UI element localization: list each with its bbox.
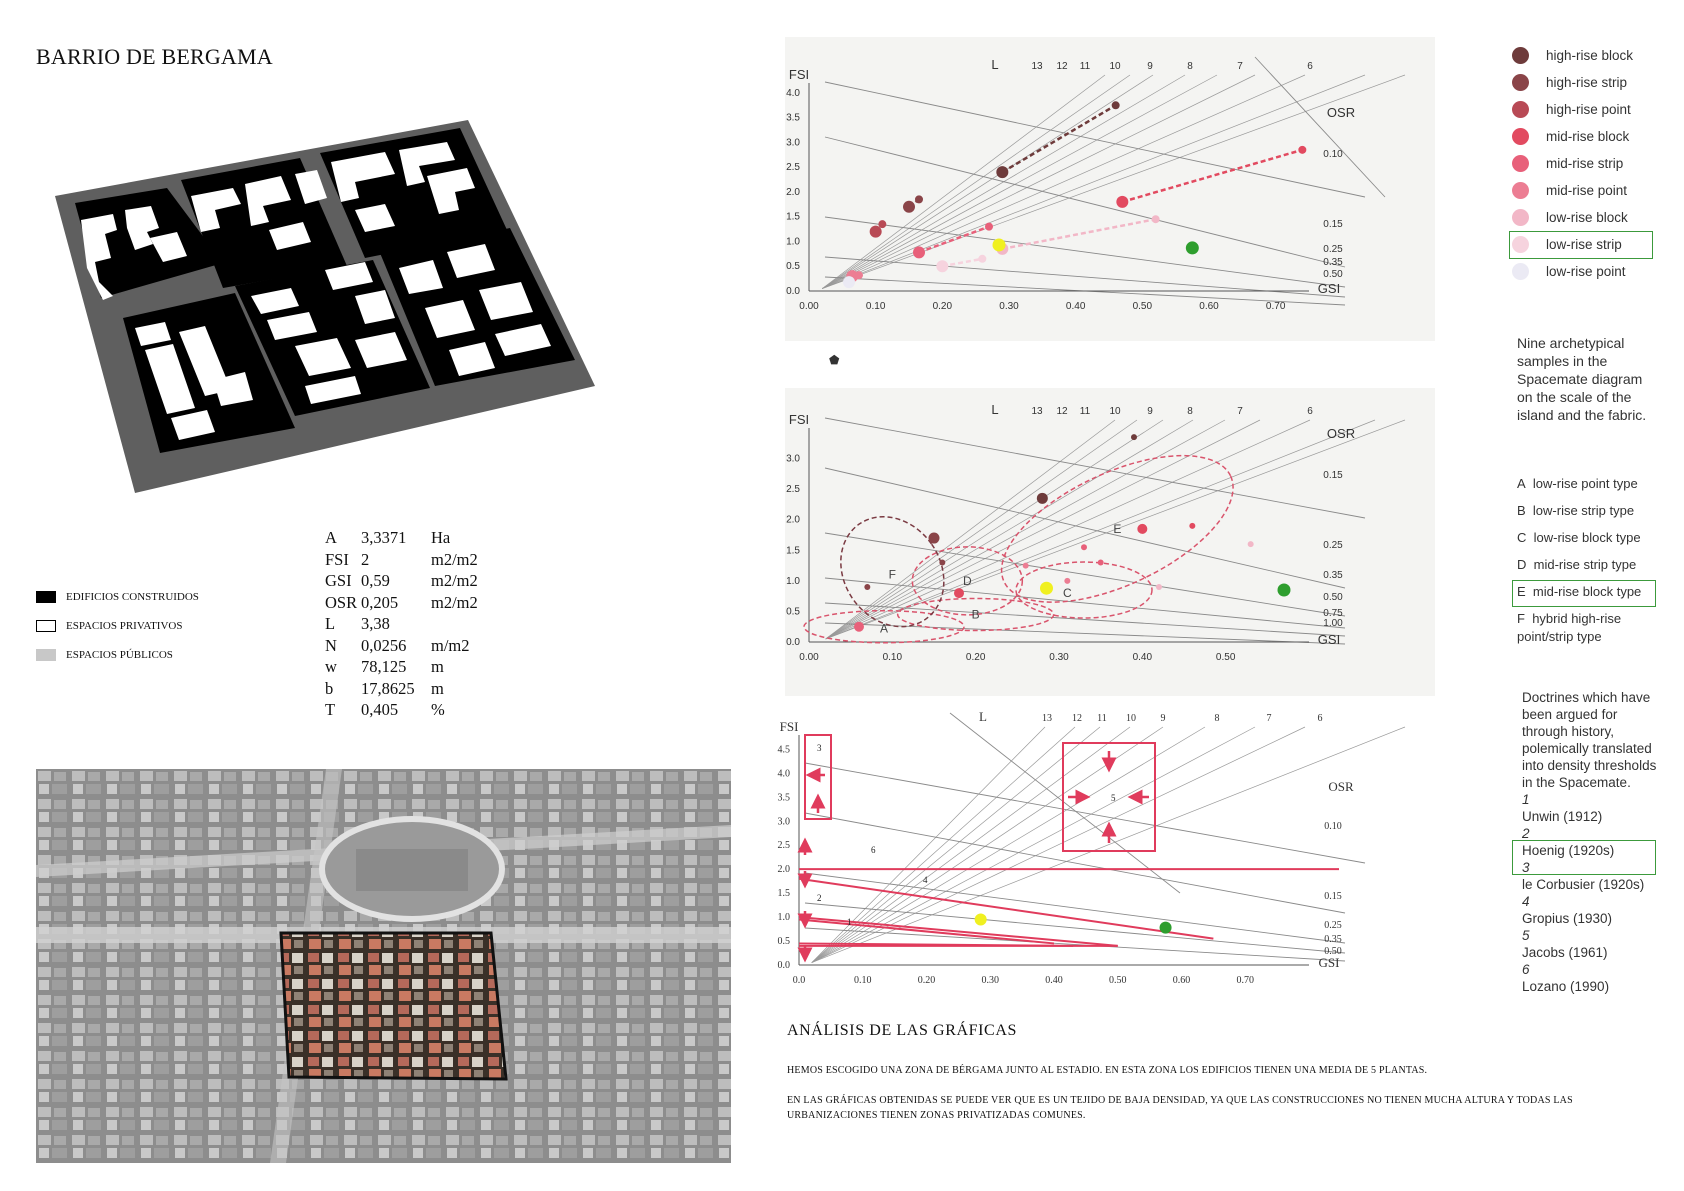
x-tick-label: 0.30 [1049, 652, 1069, 663]
spacemate-chart-types [785, 37, 1435, 341]
l-label: 10 [1109, 406, 1121, 417]
y-tick-label: 0.0 [786, 286, 800, 297]
series-line [942, 259, 982, 266]
cluster-label: D [962, 573, 972, 588]
osr-label: 0.15 [1324, 891, 1342, 902]
parameters-table [325, 527, 478, 721]
l-label: 12 [1072, 713, 1082, 724]
osr-grid-line [1255, 57, 1385, 197]
analysis-title: ANÁLISIS DE LAS GRÁFICAS [787, 1022, 1017, 1039]
x-tick-label: 0.0 [792, 975, 806, 986]
l-label: 13 [1031, 61, 1043, 72]
data-point [1189, 523, 1195, 529]
sample-type-item: C low-rise block type [1517, 530, 1641, 545]
highlight-box-low-rise-strip [1509, 231, 1653, 259]
l-grid-line [812, 727, 1100, 963]
type-dot [1512, 263, 1529, 280]
analysis-paragraph-2: EN LAS GRÁFICAS OBTENIDAS SE PUEDE VER QUE ES UN TEJIDO DE BAJA DENSIDAD, YA QUE LAS CONSTRUCCIONES NO TIENEN MUCHA ALTURA Y TODAS LAS URBANIZACIONES TIENEN ZONAS PRIVATIZADAS COMUNES. [787, 1095, 1573, 1121]
x-tick-label: 0.00 [799, 652, 819, 663]
type-legend-item [1508, 96, 1633, 123]
x-tick-label: 0.70 [1265, 301, 1286, 312]
cluster-ellipse [1016, 562, 1152, 618]
data-point [978, 255, 986, 263]
osr-label: 0.50 [1323, 269, 1343, 280]
highlight-box-mid-rise-block-type [1512, 580, 1656, 607]
type-label: low-rise strip [1546, 237, 1622, 252]
param-row: A 3,3371 Ha [325, 528, 451, 547]
x-axis-label: GSI [1317, 281, 1341, 296]
data-point [864, 584, 870, 590]
osr-label: 0.50 [1324, 946, 1342, 957]
l-label: 13 [1031, 406, 1043, 417]
x-tick-label: 0.30 [981, 975, 999, 986]
data-point [1023, 563, 1029, 569]
l-label: 6 [1317, 713, 1323, 724]
l-label: 11 [1079, 406, 1091, 417]
l-label: 6 [1307, 406, 1313, 417]
legend-label: EDIFICIOS CONSTRUIDOS [66, 590, 199, 603]
sample-type-item: F hybrid high-rise point/strip type [1517, 611, 1622, 644]
sample-type-item: D mid-rise strip type [1517, 557, 1637, 572]
data-point [1137, 524, 1147, 534]
osr-grid-line [805, 763, 1365, 863]
osr-grid-line [825, 468, 1345, 588]
data-point [870, 226, 882, 238]
l-grid-line [812, 727, 1075, 963]
l-label: 11 [1079, 61, 1091, 72]
l-label: 11 [1097, 713, 1107, 724]
l-label: 6 [1307, 61, 1313, 72]
data-point [903, 201, 915, 213]
y-tick-label: 4.0 [777, 768, 790, 780]
data-point [1131, 434, 1137, 440]
l-label: 9 [1147, 61, 1153, 72]
y-tick-label: 0.5 [777, 936, 790, 948]
data-point [1081, 544, 1087, 550]
nine-samples-caption: Nine archetypical samples in the Spacemate diagram on the scale of the island and the fabric. [1517, 335, 1647, 423]
type-dot [1512, 74, 1529, 91]
type-dot [1512, 47, 1529, 64]
osr-label: 0.75 [1323, 608, 1343, 619]
sample-types-list [1517, 475, 1652, 644]
doctrine-item: 4 Gropius (1930) [1522, 894, 1613, 926]
l-label: 12 [1056, 61, 1068, 72]
param-row: T 0,405 % [325, 700, 445, 719]
data-point [1112, 101, 1120, 109]
x-tick-label: 0.00 [799, 301, 819, 312]
data-point [878, 220, 886, 228]
type-legend-item [1508, 150, 1633, 177]
data-point [996, 166, 1008, 178]
x-tick-label: 0.60 [1199, 301, 1219, 312]
x-tick-label: 0.10 [865, 301, 886, 312]
osr-label: 0.25 [1323, 540, 1343, 551]
x-tick-label: 0.20 [917, 975, 936, 986]
data-point [1037, 493, 1048, 504]
type-label: mid-rise block [1546, 129, 1630, 144]
y-tick-label: 1.0 [777, 912, 790, 924]
type-label: high-rise point [1546, 102, 1631, 117]
type-dot [1512, 101, 1529, 118]
data-point [1156, 584, 1162, 590]
x-axis-label: GSI [1317, 632, 1341, 647]
l-label: 9 [1147, 406, 1153, 417]
osr-grid-line [825, 217, 1345, 287]
param-row: b 17,8625 m [325, 678, 444, 698]
l-label: 7 [1237, 406, 1243, 417]
doctrine-item: 6 Lozano (1990) [1522, 962, 1610, 994]
sample-type-item: B low-rise strip type [1517, 503, 1635, 518]
aerial-photo [36, 769, 731, 1163]
l-label: 7 [1266, 713, 1272, 724]
param-row: GSI 0,59 m2/m2 [325, 571, 478, 590]
data-point [843, 276, 855, 288]
x-tick-label: 0.50 [1109, 975, 1127, 986]
cluster-label: C [1062, 586, 1072, 601]
y-tick-label: 4.5 [777, 744, 790, 756]
l-grid-line [812, 727, 1045, 963]
osr-label: 1.00 [1323, 618, 1343, 629]
x-tick-label: 0.40 [1065, 301, 1086, 312]
doctrine-item: 3 le Corbusier (1920s) [1522, 860, 1645, 892]
param-row: N 0,0256 m/m2 [325, 635, 470, 655]
legend-swatch-private [36, 620, 56, 632]
osr-label: 0.25 [1324, 920, 1342, 931]
axonometric-block-plan [55, 118, 650, 538]
data-point [913, 246, 925, 258]
osr-label: 0.35 [1323, 570, 1343, 581]
type-dot [1512, 209, 1529, 226]
l-label: 8 [1187, 61, 1193, 72]
param-row: L 3,38 [325, 614, 390, 633]
y-tick-label: 4.0 [786, 87, 800, 99]
osr-grid-line [805, 813, 1345, 913]
doctrine-number: 6 [871, 845, 876, 855]
data-point [1116, 196, 1128, 208]
l-label: 8 [1187, 406, 1193, 417]
l-label: 10 [1109, 61, 1121, 72]
data-point [855, 271, 863, 279]
osr-label: 0.35 [1323, 257, 1343, 268]
type-label: high-rise strip [1546, 75, 1628, 90]
sample-type-item: A low-rise point type [1517, 476, 1638, 491]
highlight-point [1160, 922, 1172, 934]
highlight-point [975, 913, 987, 925]
cluster-label: A [879, 621, 889, 636]
osr-label: 0.25 [1323, 244, 1343, 255]
spacemate-chart-samples [785, 388, 1435, 696]
highlight-point [993, 238, 1006, 251]
x-tick-label: 0.20 [965, 652, 986, 663]
data-point [1064, 578, 1070, 584]
page-title: BARRIO DE BERGAMA [36, 44, 273, 69]
data-point [939, 560, 945, 566]
y-tick-label: 1.0 [786, 236, 800, 248]
type-legend-item [1508, 204, 1633, 231]
osr-label: 0.15 [1323, 470, 1343, 481]
y-tick-label: 0.5 [786, 261, 800, 273]
y-tick-label: 0.0 [777, 960, 790, 971]
osr-label: 0.35 [1324, 934, 1342, 945]
data-point [1098, 560, 1104, 566]
cluster-label: B [971, 607, 980, 622]
osr-label: 0.50 [1323, 592, 1343, 603]
doctrine-item: 2 Hoenig (1920s) [1522, 826, 1615, 858]
osr-label: 0.15 [1323, 219, 1343, 230]
pentagon-icon: ⬟ [829, 353, 840, 367]
doctrine-number: 1 [847, 917, 852, 927]
x-tick-label: 0.10 [882, 652, 903, 663]
data-point [936, 260, 948, 272]
cluster-label: E [1113, 521, 1122, 536]
highlight-box-hoenig [1512, 840, 1656, 875]
y-tick-label: 2.0 [777, 864, 790, 876]
l-grid-line [812, 727, 1163, 963]
type-legend-item [1508, 42, 1633, 69]
legend-label: ESPACIOS PRIVATIVOS [66, 619, 183, 632]
l-label: 8 [1214, 713, 1220, 724]
y-tick-label: 0.5 [786, 606, 800, 618]
y-tick-label: 3.0 [786, 453, 800, 465]
l-label: L [991, 402, 999, 417]
type-dot [1512, 155, 1529, 172]
l-grid-line [822, 75, 1105, 289]
x-tick-label: 0.30 [999, 301, 1019, 312]
y-tick-label: 2.0 [786, 186, 800, 198]
highlight-point [1186, 241, 1199, 254]
l-grid-line [826, 420, 1225, 639]
y-tick-label: 2.5 [786, 162, 800, 174]
y-tick-label: 3.5 [786, 112, 800, 124]
l-label: 10 [1126, 713, 1136, 724]
legend-item [36, 611, 199, 640]
osr-label: OSR [1326, 426, 1356, 441]
x-tick-label: 0.40 [1045, 975, 1063, 986]
x-axis-label: GSI [1318, 955, 1340, 970]
doctrine-number: 4 [923, 875, 928, 885]
doctrine-number: 5 [1111, 793, 1116, 803]
y-tick-label: 2.0 [786, 514, 800, 526]
l-grid-line [822, 75, 1305, 289]
doctrine-item: 5 Jacobs (1961) [1522, 928, 1608, 960]
legend-swatch-built [36, 591, 56, 603]
y-tick-label: 3.0 [777, 816, 790, 828]
y-tick-label: 3.0 [786, 137, 800, 149]
x-tick-label: 0.20 [932, 301, 953, 312]
data-point [954, 588, 964, 598]
y-tick-label: 3.5 [777, 792, 790, 804]
type-dot [1512, 128, 1529, 145]
spacemate-chart-doctrines [777, 703, 1435, 1003]
type-legend-item [1508, 69, 1633, 96]
data-point [915, 195, 923, 203]
l-grid-line [822, 75, 1217, 289]
x-tick-label: 0.60 [1172, 975, 1191, 986]
sample-type-item: E mid-rise block type [1517, 584, 1642, 599]
osr-label: OSR [1328, 779, 1354, 794]
data-point [1152, 215, 1160, 223]
doctrine-number: 2 [817, 893, 822, 903]
osr-label: OSR [1326, 105, 1356, 120]
l-grid-line [826, 420, 1310, 639]
type-legend-item [1508, 177, 1633, 204]
legend-label: ESPACIOS PÚBLICOS [66, 648, 173, 661]
type-label: mid-rise strip [1546, 156, 1624, 171]
y-tick-label: 0.0 [786, 637, 800, 648]
l-label: 9 [1160, 713, 1166, 724]
osr-grid-line [825, 137, 1345, 267]
l-label: 7 [1237, 61, 1243, 72]
l-grid-line [822, 75, 1255, 289]
y-tick-label: 1.5 [786, 545, 800, 557]
type-label: mid-rise point [1546, 183, 1628, 198]
y-tick-label: 1.5 [786, 211, 800, 223]
l-label: 13 [1042, 713, 1052, 724]
spacemate-chart-doctrines-plot [777, 703, 1435, 1003]
l-label: L [979, 709, 987, 724]
type-legend-item [1508, 123, 1633, 150]
spacemate-chart-samples-plot [785, 388, 1435, 696]
type-dot [1512, 182, 1529, 199]
x-tick-label: 0.50 [1215, 652, 1236, 663]
param-row: FSI 2 m2/m2 [325, 549, 478, 569]
spacemate-chart-types-plot [785, 37, 1435, 341]
type-label: low-rise point [1546, 264, 1626, 279]
legend-item [36, 582, 199, 611]
type-legend-item [1508, 258, 1633, 285]
x-tick-label: 0.40 [1132, 652, 1153, 663]
l-grid-line [822, 75, 1130, 289]
osr-label: 0.10 [1324, 821, 1342, 832]
param-row: w 78,125 m [325, 657, 444, 676]
y-tick-label: 2.5 [777, 840, 790, 852]
y-tick-label: 1.0 [786, 575, 800, 587]
x-tick-label: 0.10 [854, 975, 872, 986]
osr-label: 0.10 [1323, 149, 1343, 160]
y-axis-label: FSI [788, 412, 810, 427]
doctrine-item: 1 Unwin (1912) [1522, 792, 1603, 824]
type-label: low-rise block [1546, 210, 1628, 225]
l-grid-line [822, 75, 1365, 289]
data-point [1248, 541, 1254, 547]
y-tick-label: 2.5 [786, 484, 800, 496]
series-line [1002, 219, 1155, 249]
type-label: high-rise block [1546, 48, 1634, 63]
doctrine-number: 3 [817, 743, 822, 753]
x-tick-label: 0.50 [1132, 301, 1153, 312]
doctrines-intro: Doctrines which have been argued for through history, polemically translated into density thresholds in the Spacemate. [1522, 690, 1657, 790]
data-point [985, 223, 993, 231]
data-point [1298, 146, 1306, 154]
data-point [854, 622, 864, 632]
cluster-label: F [888, 567, 897, 582]
l-grid-line [822, 75, 1153, 289]
highlight-point [1278, 584, 1291, 597]
highlight-point [1040, 582, 1053, 595]
x-tick-label: 0.70 [1236, 975, 1254, 986]
y-axis-label: FSI [788, 67, 810, 82]
y-tick-label: 1.5 [777, 888, 790, 900]
l-label: L [991, 57, 999, 72]
y-axis-label: FSI [779, 719, 799, 734]
series-line [1122, 150, 1302, 202]
data-point [929, 533, 940, 544]
analysis-paragraph-1: HEMOS ESCOGIDO UNA ZONA DE BÉRGAMA JUNTO AL ESTADIO. EN ESTA ZONA LOS EDIFICIOS TIENEN UNA MEDIA DE 5 PLANTAS. [787, 1065, 1428, 1076]
l-label: 12 [1056, 406, 1068, 417]
param-row: OSR 0,205 m2/m2 [325, 592, 478, 612]
map-legend [36, 582, 199, 669]
legend-item [36, 640, 199, 669]
legend-swatch-public [36, 649, 56, 661]
l-grid-line [812, 727, 1130, 963]
